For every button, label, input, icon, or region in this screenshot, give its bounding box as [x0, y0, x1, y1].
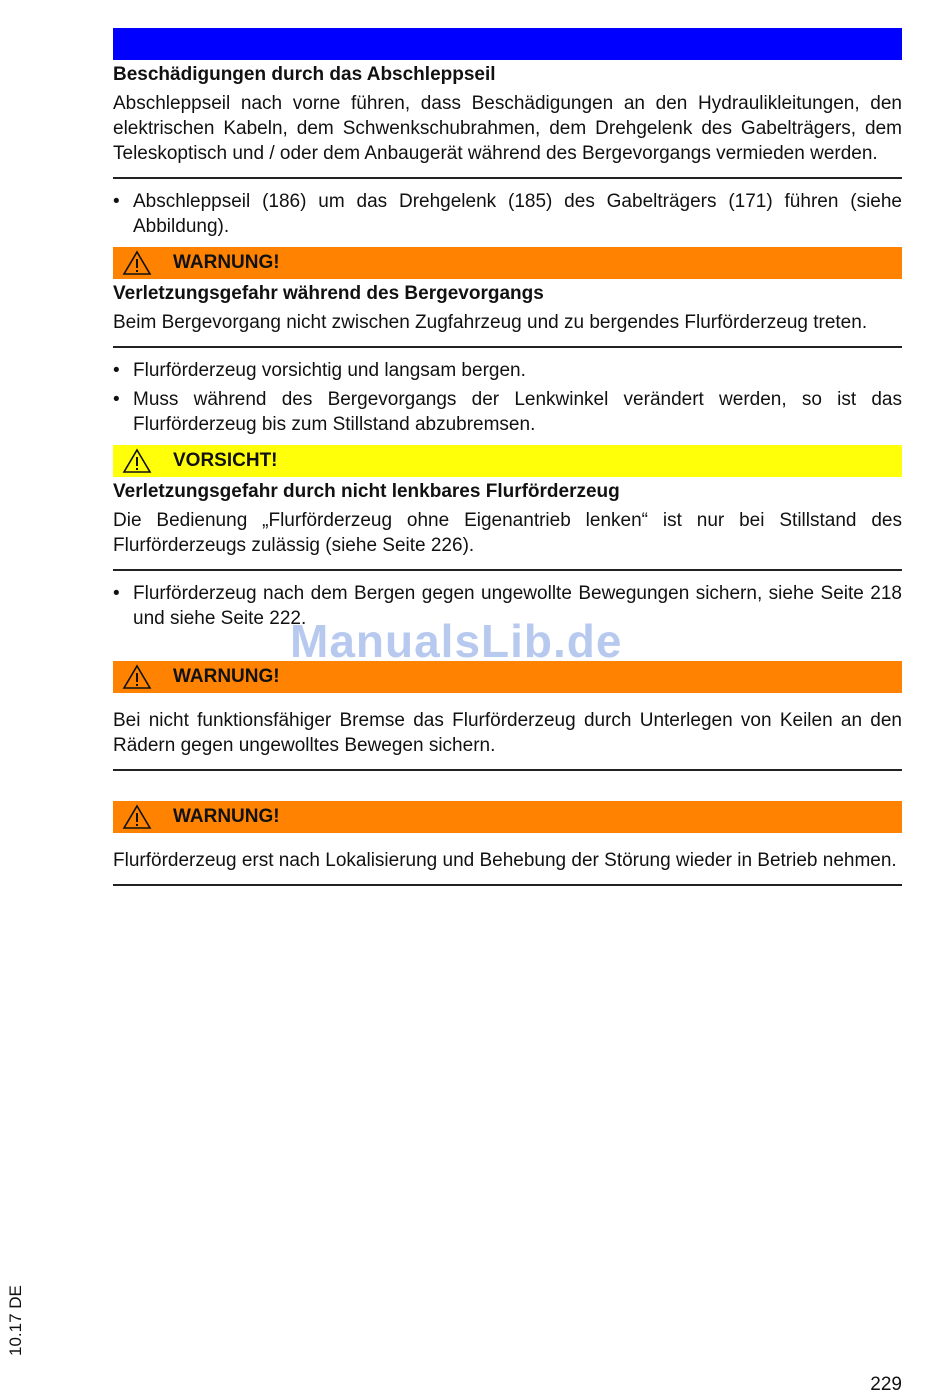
blue-notice-bar	[113, 28, 902, 60]
step-list	[113, 358, 902, 437]
warning-label: WARNUNG!	[173, 806, 280, 827]
page-content	[113, 28, 902, 886]
divider	[113, 769, 902, 771]
list-item: • Flurförderzeug vorsichtig und langsam bergen.	[113, 358, 902, 383]
warning-triangle-icon	[122, 250, 152, 276]
warning-triangle-icon	[122, 448, 152, 474]
warning-label: WARNUNG!	[173, 252, 280, 273]
warning-heading: Verletzungsgefahr während des Bergevorgangs	[113, 283, 544, 304]
notice-heading: Beschädigungen durch das Abschleppseil	[113, 64, 496, 85]
divider	[113, 346, 902, 348]
divider	[113, 177, 902, 179]
caution-text: Die Bedienung „Flurförderzeug ohne Eigenantrieb lenken“ ist nur bei Stillstand des Flurförderzeugs zulässig (siehe Seite 226).	[113, 510, 902, 556]
caution-heading: Verletzungsgefahr durch nicht lenkbares Flurförderzeug	[113, 481, 620, 502]
caution-bar	[113, 445, 902, 477]
warning-triangle-icon	[122, 804, 152, 830]
warning-text: Flurförderzeug erst nach Lokalisierung und Behebung der Störung wieder in Betrieb nehmen.	[113, 850, 897, 871]
list-item: • Muss während des Bergevorgangs der Lenkwinkel verändert werden, so ist das Flurförderzeug bis zum Stillstand abzubremsen.	[113, 387, 902, 437]
warning-bar	[113, 247, 902, 279]
list-item: • Flurförderzeug nach dem Bergen gegen ungewollte Bewegungen sichern, siehe Seite 218 und siehe Seite 222.	[113, 581, 902, 631]
warning-triangle-icon	[122, 664, 152, 690]
step-list	[113, 189, 902, 239]
notice-text: Abschleppseil nach vorne führen, dass Beschädigungen an den Hydraulikleitungen, den elektrischen Kabeln, dem Schwenkschubrahmen, dem Drehgelenk des Gabelträgers, dem Teleskoptisch und / oder dem Anbaugerät während des Bergevorgangs vermieden werden.	[113, 93, 902, 164]
edition-date: 10.17 DE	[6, 1285, 25, 1356]
list-item: • Abschleppseil (186) um das Drehgelenk (185) des Gabelträgers (171) führen (siehe Abbildung).	[113, 189, 902, 239]
warning-bar	[113, 801, 902, 833]
watermark: ManualsLib.de	[290, 615, 623, 667]
page-number: 229	[870, 1374, 902, 1395]
warning-text: Bei nicht funktionsfähiger Bremse das Flurförderzeug durch Unterlegen von Keilen an den Rädern gegen ungewolltes Bewegen sichern.	[113, 710, 902, 756]
warning-text: Beim Bergevorgang nicht zwischen Zugfahrzeug und zu bergendes Flurförderzeug treten.	[113, 312, 868, 333]
divider	[113, 569, 902, 571]
warning-label: WARNUNG!	[173, 666, 280, 687]
caution-label: VORSICHT!	[173, 450, 278, 471]
divider	[113, 884, 902, 886]
